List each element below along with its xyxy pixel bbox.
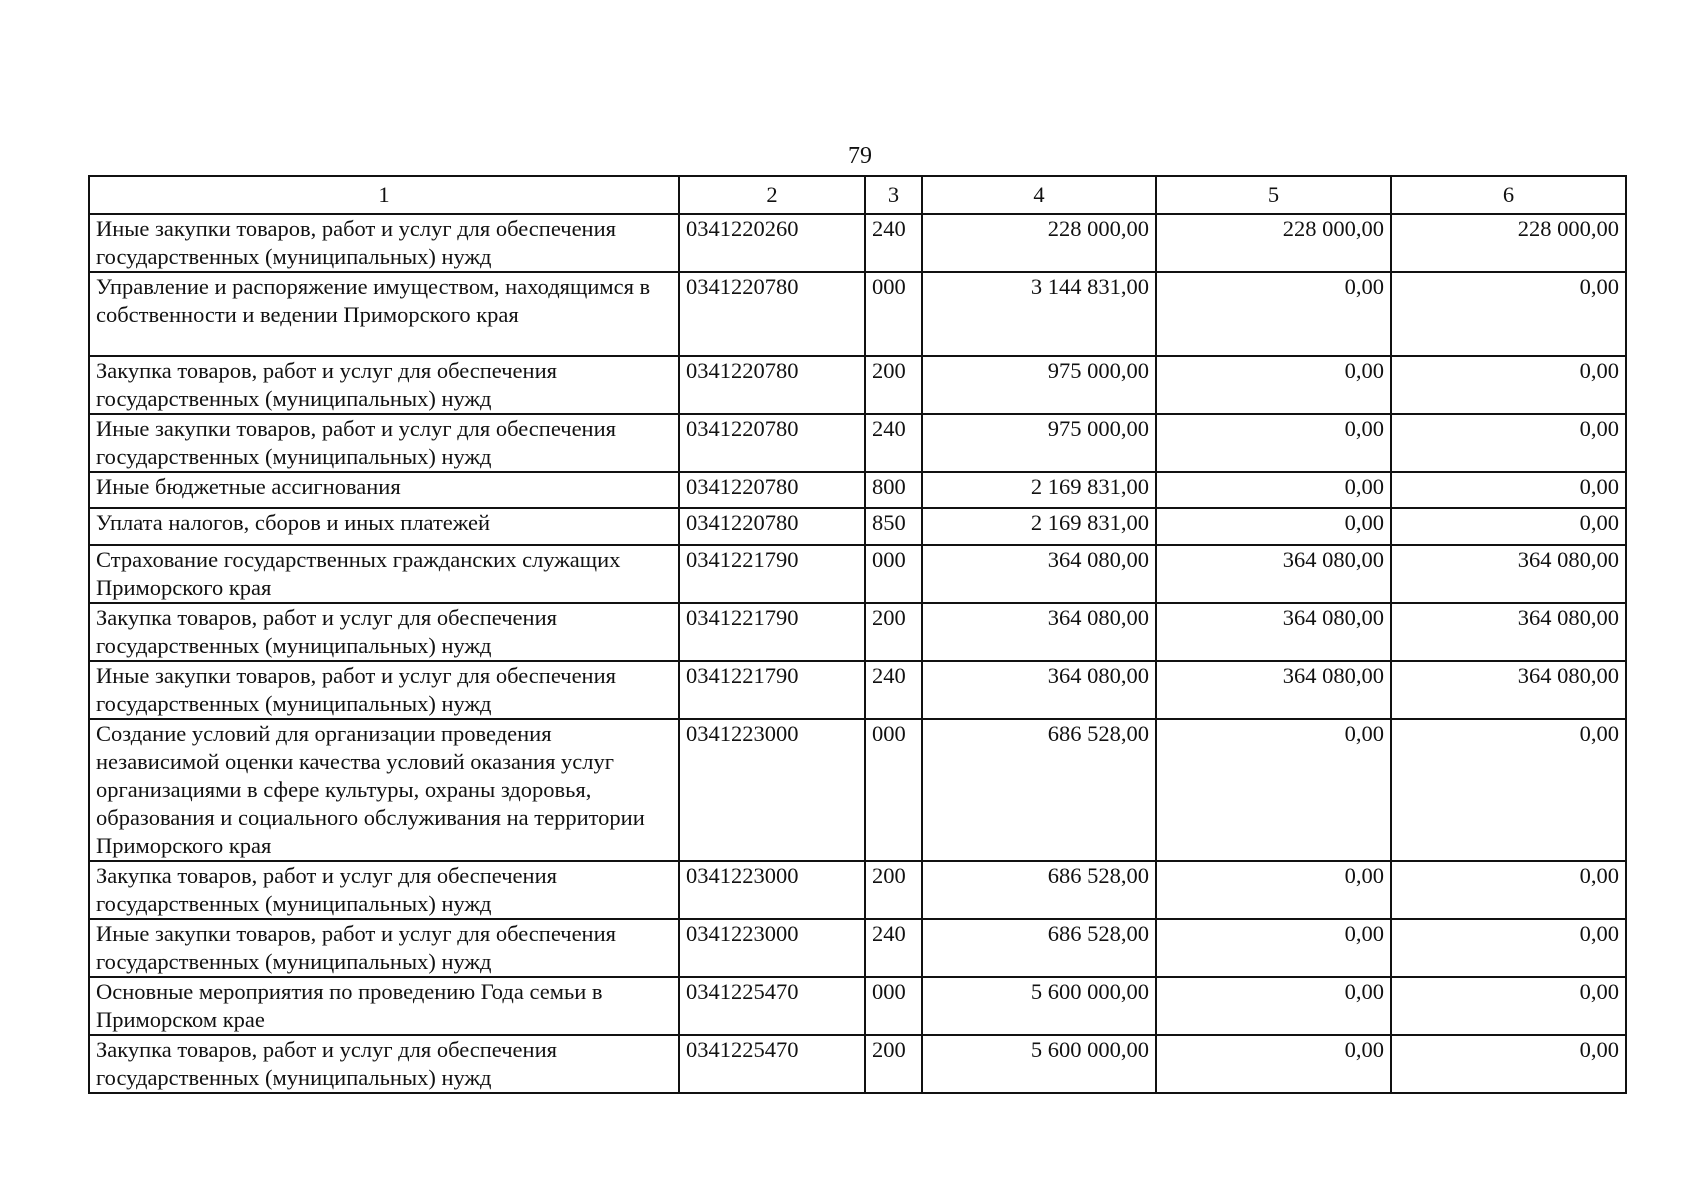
amount-col5-cell: 0,00 bbox=[1156, 272, 1391, 356]
table-row bbox=[89, 545, 1626, 603]
amount-col6-cell: 0,00 bbox=[1391, 977, 1626, 1035]
expense-type-cell: 000 bbox=[865, 272, 922, 356]
table-row bbox=[89, 214, 1626, 272]
amount-col5-cell: 0,00 bbox=[1156, 977, 1391, 1035]
amount-col4-cell: 228 000,00 bbox=[922, 214, 1156, 272]
amount-col5-cell: 228 000,00 bbox=[1156, 214, 1391, 272]
table-row bbox=[89, 1035, 1626, 1093]
target-article-cell: 0341221790 bbox=[679, 603, 865, 661]
column-header-6: 6 bbox=[1391, 176, 1626, 214]
table-row bbox=[89, 977, 1626, 1035]
expense-type-cell: 000 bbox=[865, 719, 922, 861]
amount-col6-cell: 0,00 bbox=[1391, 414, 1626, 472]
amount-col6-cell: 364 080,00 bbox=[1391, 545, 1626, 603]
expense-type-cell: 200 bbox=[865, 356, 922, 414]
amount-col4-cell: 3 144 831,00 bbox=[922, 272, 1156, 356]
column-header-1: 1 bbox=[89, 176, 679, 214]
amount-col6-cell: 0,00 bbox=[1391, 472, 1626, 508]
amount-col5-cell: 0,00 bbox=[1156, 356, 1391, 414]
amount-col6-cell: 0,00 bbox=[1391, 861, 1626, 919]
expense-type-cell: 240 bbox=[865, 214, 922, 272]
amount-col4-cell: 975 000,00 bbox=[922, 356, 1156, 414]
page-number: 79 bbox=[848, 143, 872, 169]
table-row bbox=[89, 272, 1626, 356]
amount-col5-cell: 0,00 bbox=[1156, 861, 1391, 919]
target-article-cell: 0341221790 bbox=[679, 545, 865, 603]
amount-col4-cell: 686 528,00 bbox=[922, 919, 1156, 977]
amount-col5-cell: 0,00 bbox=[1156, 414, 1391, 472]
amount-col5-cell: 364 080,00 bbox=[1156, 661, 1391, 719]
target-article-cell: 0341225470 bbox=[679, 977, 865, 1035]
target-article-cell: 0341223000 bbox=[679, 919, 865, 977]
amount-col4-cell: 2 169 831,00 bbox=[922, 508, 1156, 545]
table-row bbox=[89, 414, 1626, 472]
expense-type-cell: 240 bbox=[865, 661, 922, 719]
target-article-cell: 0341220780 bbox=[679, 356, 865, 414]
expense-type-cell: 240 bbox=[865, 414, 922, 472]
amount-col4-cell: 686 528,00 bbox=[922, 861, 1156, 919]
target-article-cell: 0341220260 bbox=[679, 214, 865, 272]
table-row bbox=[89, 719, 1626, 861]
expense-name-cell: Страхование государственных гражданских служащих Приморского края bbox=[89, 545, 679, 603]
column-header-2: 2 bbox=[679, 176, 865, 214]
amount-col5-cell: 0,00 bbox=[1156, 919, 1391, 977]
amount-col6-cell: 364 080,00 bbox=[1391, 661, 1626, 719]
amount-col5-cell: 0,00 bbox=[1156, 472, 1391, 508]
amount-col4-cell: 975 000,00 bbox=[922, 414, 1156, 472]
amount-col6-cell: 228 000,00 bbox=[1391, 214, 1626, 272]
column-header-3: 3 bbox=[865, 176, 922, 214]
expense-name-cell: Иные закупки товаров, работ и услуг для обеспечения государственных (муниципальных) нужд bbox=[89, 214, 679, 272]
amount-col4-cell: 686 528,00 bbox=[922, 719, 1156, 861]
target-article-cell: 0341223000 bbox=[679, 719, 865, 861]
table-row bbox=[89, 508, 1626, 545]
amount-col4-cell: 364 080,00 bbox=[922, 545, 1156, 603]
amount-col4-cell: 5 600 000,00 bbox=[922, 1035, 1156, 1093]
expense-name-cell: Основные мероприятия по проведению Года семьи в Приморском крае bbox=[89, 977, 679, 1035]
amount-col5-cell: 0,00 bbox=[1156, 1035, 1391, 1093]
expense-name-cell: Иные бюджетные ассигнования bbox=[89, 472, 679, 508]
expense-name-cell: Иные закупки товаров, работ и услуг для обеспечения государственных (муниципальных) нужд bbox=[89, 661, 679, 719]
amount-col4-cell: 364 080,00 bbox=[922, 661, 1156, 719]
expense-type-cell: 000 bbox=[865, 545, 922, 603]
amount-col6-cell: 0,00 bbox=[1391, 1035, 1626, 1093]
target-article-cell: 0341220780 bbox=[679, 508, 865, 545]
amount-col6-cell: 0,00 bbox=[1391, 919, 1626, 977]
table-row bbox=[89, 861, 1626, 919]
expense-name-cell: Создание условий для организации проведения независимой оценки качества условий оказания услуг организациями в сфере культуры, охраны здоровья, образования и социального обслуживания на территории Приморского края bbox=[89, 719, 679, 861]
amount-col6-cell: 0,00 bbox=[1391, 508, 1626, 545]
amount-col4-cell: 364 080,00 bbox=[922, 603, 1156, 661]
amount-col6-cell: 364 080,00 bbox=[1391, 603, 1626, 661]
table-row bbox=[89, 356, 1626, 414]
expense-type-cell: 850 bbox=[865, 508, 922, 545]
column-header-5: 5 bbox=[1156, 176, 1391, 214]
expense-type-cell: 200 bbox=[865, 603, 922, 661]
target-article-cell: 0341221790 bbox=[679, 661, 865, 719]
amount-col6-cell: 0,00 bbox=[1391, 272, 1626, 356]
table-row bbox=[89, 919, 1626, 977]
header-row bbox=[89, 176, 1626, 214]
expense-name-cell: Иные закупки товаров, работ и услуг для обеспечения государственных (муниципальных) нужд bbox=[89, 414, 679, 472]
amount-col5-cell: 364 080,00 bbox=[1156, 603, 1391, 661]
expense-name-cell: Закупка товаров, работ и услуг для обеспечения государственных (муниципальных) нужд bbox=[89, 603, 679, 661]
expense-type-cell: 200 bbox=[865, 861, 922, 919]
expense-name-cell: Закупка товаров, работ и услуг для обеспечения государственных (муниципальных) нужд bbox=[89, 356, 679, 414]
amount-col4-cell: 5 600 000,00 bbox=[922, 977, 1156, 1035]
expense-type-cell: 240 bbox=[865, 919, 922, 977]
amount-col5-cell: 0,00 bbox=[1156, 719, 1391, 861]
expense-name-cell: Уплата налогов, сборов и иных платежей bbox=[89, 508, 679, 545]
target-article-cell: 0341223000 bbox=[679, 861, 865, 919]
column-header-4: 4 bbox=[922, 176, 1156, 214]
amount-col5-cell: 0,00 bbox=[1156, 508, 1391, 545]
expense-type-cell: 800 bbox=[865, 472, 922, 508]
expense-type-cell: 000 bbox=[865, 977, 922, 1035]
budget-table bbox=[88, 175, 1627, 1094]
expense-name-cell: Закупка товаров, работ и услуг для обеспечения государственных (муниципальных) нужд bbox=[89, 861, 679, 919]
expense-name-cell: Иные закупки товаров, работ и услуг для обеспечения государственных (муниципальных) нужд bbox=[89, 919, 679, 977]
table-row bbox=[89, 472, 1626, 508]
target-article-cell: 0341220780 bbox=[679, 414, 865, 472]
target-article-cell: 0341225470 bbox=[679, 1035, 865, 1093]
amount-col6-cell: 0,00 bbox=[1391, 719, 1626, 861]
target-article-cell: 0341220780 bbox=[679, 472, 865, 508]
expense-name-cell: Управление и распоряжение имуществом, находящимся в собственности и ведении Приморского края bbox=[89, 272, 679, 356]
target-article-cell: 0341220780 bbox=[679, 272, 865, 356]
expense-name-cell: Закупка товаров, работ и услуг для обеспечения государственных (муниципальных) нужд bbox=[89, 1035, 679, 1093]
amount-col6-cell: 0,00 bbox=[1391, 356, 1626, 414]
amount-col4-cell: 2 169 831,00 bbox=[922, 472, 1156, 508]
amount-col5-cell: 364 080,00 bbox=[1156, 545, 1391, 603]
table-row bbox=[89, 661, 1626, 719]
expense-type-cell: 200 bbox=[865, 1035, 922, 1093]
table-row bbox=[89, 603, 1626, 661]
